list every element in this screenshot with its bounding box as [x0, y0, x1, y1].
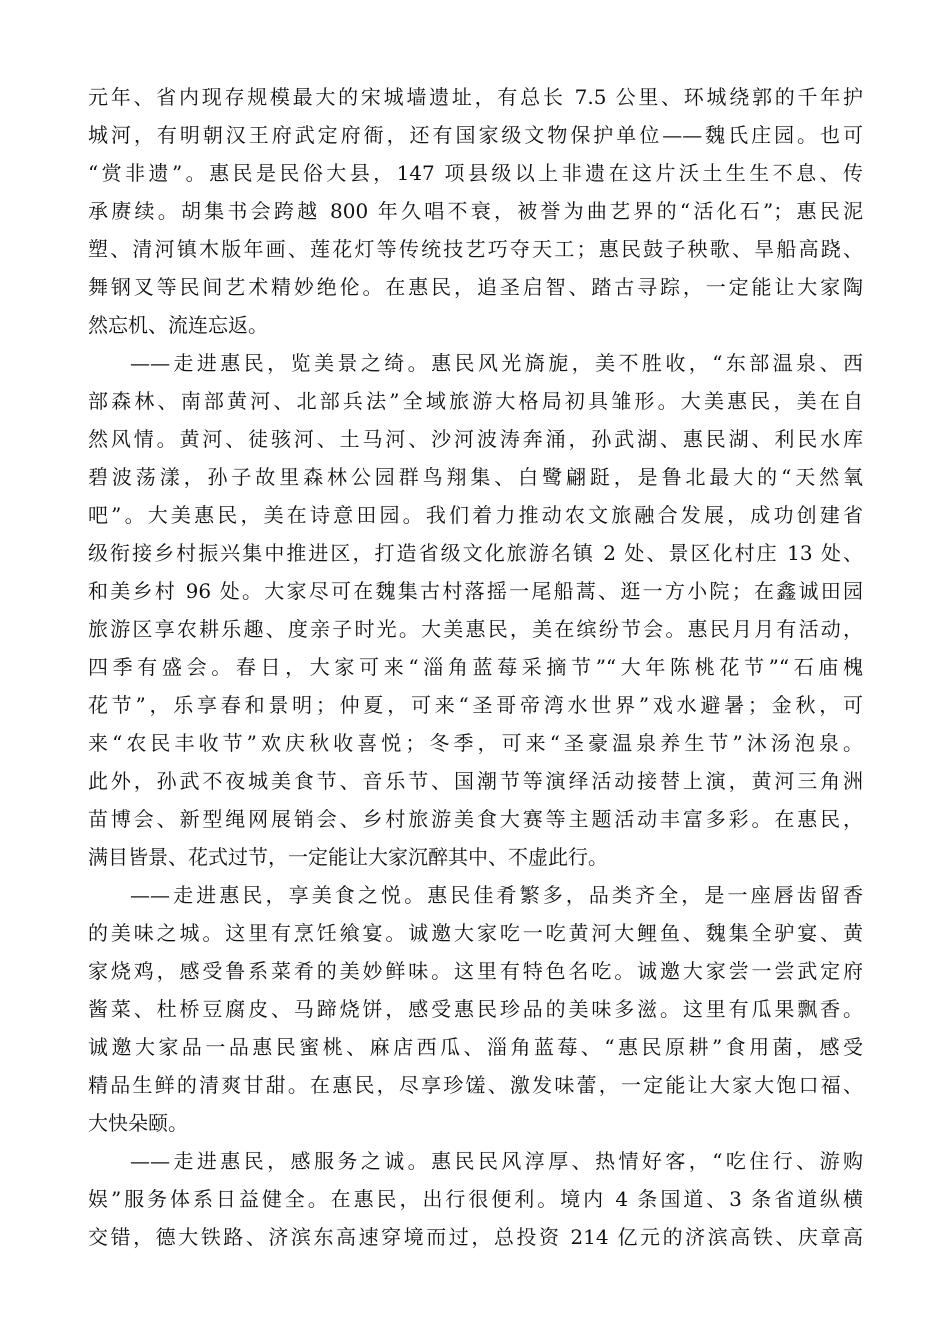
text-line: 花节”，乐享春和景明；仲夏，可来“圣哥帝湾水世界”戏水避暑；金秋，可 — [88, 693, 863, 717]
text-line: 此外，孙武不夜城美食节、音乐节、国潮节等演绎活动接替上演，黄河三角洲 — [88, 769, 863, 793]
text-line: 塑、清河镇木版年画、莲花灯等传统技艺巧夺天工；惠民鼓子秧歌、旱船高跷、 — [88, 237, 863, 261]
text-line: 交错，德大铁路、济滨东高速穿境而过，总投资 214 亿元的济滨高铁、庆章高 — [88, 1225, 863, 1249]
text-line: 来“农民丰收节”欢庆秋收喜悦；冬季，可来“圣豪温泉养生节”沐汤泡泉。 — [88, 731, 863, 755]
text-line: 和美乡村 96 处。大家尽可在魏集古村落摇一尾船蒿、逛一方小院；在鑫诚田园 — [88, 579, 863, 603]
paragraph-first-line: ——走进惠民，览美景之绮。惠民风光旖旎，美不胜收，“东部温泉、西 — [130, 351, 863, 375]
text-line: 诚邀大家品一品惠民蜜桃、麻店西瓜、淄角蓝莓、“惠民原耕”食用菌，感受 — [88, 1035, 863, 1059]
text-line: 大快朵颐。 — [88, 1111, 188, 1135]
text-line: 娱”服务体系日益健全。在惠民，出行很便利。境内 4 条国道、3 条省道纵横 — [88, 1187, 863, 1211]
text-line: 吧”。大美惠民，美在诗意田园。我们着力推动农文旅融合发展，成功创建省 — [88, 503, 863, 527]
body-text — [88, 78, 863, 1256]
paragraph-first-line: ——走进惠民，享美食之悦。惠民佳肴繁多，品类齐全，是一座唇齿留香 — [130, 883, 863, 907]
text-line: 承赓续。胡集书会跨越 800 年久唱不衰，被誉为曲艺界的“活化石”；惠民泥 — [88, 199, 863, 223]
text-line: 旅游区享农耕乐趣、度亲子时光。大美惠民，美在缤纷节会。惠民月月有活动， — [88, 617, 863, 641]
text-line: 满目皆景、花式过节，一定能让大家沉醉其中、不虚此行。 — [88, 845, 608, 869]
text-line: 然风情。黄河、徒骇河、土马河、沙河波涛奔涌，孙武湖、惠民湖、利民水库 — [88, 427, 863, 451]
text-line: 酱菜、杜桥豆腐皮、马蹄烧饼，感受惠民珍品的美味多滋。这里有瓜果飘香。 — [88, 997, 863, 1021]
text-line: 级衔接乡村振兴集中推进区，打造省级文化旅游名镇 2 处、景区化村庄 13 处、 — [88, 541, 863, 565]
text-line: 元年、省内现存规模最大的宋城墙遗址，有总长 7.5 公里、环城绕郭的千年护 — [88, 85, 863, 109]
text-line: 碧波荡漾，孙子故里森林公园群鸟翔集、白鹭翩跹，是鲁北最大的“天然氧 — [88, 465, 863, 489]
paragraph-first-line: ——走进惠民，感服务之诚。惠民民风淳厚、热情好客，“吃住行、游购 — [130, 1149, 863, 1173]
text-line: 城河，有明朝汉王府武定府衙，还有国家级文物保护单位——魏氏庄园。也可 — [88, 123, 863, 147]
text-line: 精品生鲜的清爽甘甜。在惠民，尽享珍馐、激发味蕾，一定能让大家大饱口福、 — [88, 1073, 863, 1097]
text-line: 四季有盛会。春日，大家可来“淄角蓝莓采摘节”“大年陈桃花节”“石庙槐 — [88, 655, 863, 679]
text-line: 家烧鸡，感受鲁系菜肴的美妙鲜味。这里有特色名吃。诚邀大家尝一尝武定府 — [88, 959, 863, 983]
text-line: 苗博会、新型绳网展销会、乡村旅游美食大赛等主题活动丰富多彩。在惠民， — [88, 807, 863, 831]
text-line: 部森林、南部黄河、北部兵法”全域旅游大格局初具雏形。大美惠民，美在自 — [88, 389, 863, 413]
text-line: 的美味之城。这里有烹饪飨宴。诚邀大家吃一吃黄河大鲤鱼、魏集全驴宴、黄 — [88, 921, 863, 945]
text-line: “赏非遗”。惠民是民俗大县，147 项县级以上非遗在这片沃土生生不息、传 — [88, 161, 863, 185]
text-line: 舞钢叉等民间艺术精妙绝伦。在惠民，追圣启智、踏古寻踪，一定能让大家陶 — [88, 275, 863, 299]
text-line: 然忘机、流连忘返。 — [88, 313, 268, 337]
